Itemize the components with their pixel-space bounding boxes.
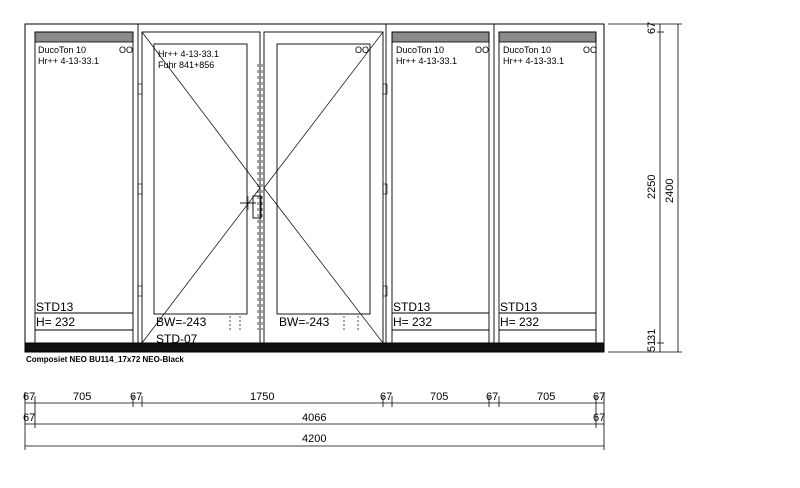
panel-3-line2: Hr++ 4-13-33.1 (503, 56, 565, 66)
hdim1-8: 67 (593, 391, 606, 403)
door-right-mark: OO (355, 45, 370, 55)
hdim1-3: 1750 (250, 391, 275, 403)
top-vent-strips (35, 32, 596, 42)
panel-1-line1: DucoTon 10 (38, 45, 87, 55)
drawing-caption: Composiet NEO BU114_17x72 NEO-Black (26, 355, 184, 364)
vertical-dimension-labels (646, 22, 676, 352)
door-left-line1: Hr++ 4-13-33.1 (158, 49, 220, 59)
hdim1-0: 67 (23, 391, 36, 403)
panel-2-height: H= 232 (393, 315, 433, 329)
panel-1-std: STD13 (36, 300, 74, 314)
panel-labels (36, 45, 597, 346)
panel-2-line1: DucoTon 10 (396, 45, 445, 55)
panel-3-line1: DucoTon 10 (503, 45, 552, 55)
panel-1-mark: OO (119, 45, 134, 55)
fixed-panels (35, 24, 596, 344)
hdim1-2: 67 (130, 391, 143, 403)
hdim1-5: 705 (430, 391, 449, 403)
panel-3-height: H= 232 (500, 315, 540, 329)
vdim-main: 2250 (646, 174, 658, 199)
door-left-line2: Fuhr 841+856 (158, 60, 215, 70)
hdim2-1: 4066 (302, 412, 327, 424)
hdim2-0: 67 (23, 412, 36, 424)
horizontal-dimension-labels (23, 391, 605, 445)
panel-1-line2: Hr++ 4-13-33.1 (38, 56, 100, 66)
panel-2-mark: OO (475, 45, 490, 55)
hdim3-0: 4200 (302, 433, 327, 445)
panel-2-line2: Hr++ 4-13-33.1 (396, 56, 458, 66)
hdim1-7: 705 (537, 391, 556, 403)
hdim1-1: 705 (73, 391, 92, 403)
door-left-std: STD-07 (156, 332, 198, 346)
hdim1-6: 67 (486, 391, 499, 403)
vdim-bottom-b: 31 (646, 328, 658, 341)
vdim-bottom-a: 51 (646, 339, 658, 352)
vdim-top: 67 (646, 21, 658, 34)
threshold-bar (25, 343, 604, 352)
hdim1-4: 67 (380, 391, 393, 403)
hdim2-2: 67 (593, 412, 606, 424)
door-left-bw: BW=-243 (156, 315, 207, 329)
double-door (138, 32, 387, 343)
panel-3-mark: OO (583, 45, 598, 55)
panel-3-std: STD13 (500, 300, 538, 314)
panel-2-std: STD13 (393, 300, 431, 314)
vdim-total: 2400 (664, 178, 676, 203)
door-right-bw: BW=-243 (279, 315, 330, 329)
panel-1-height: H= 232 (36, 315, 76, 329)
